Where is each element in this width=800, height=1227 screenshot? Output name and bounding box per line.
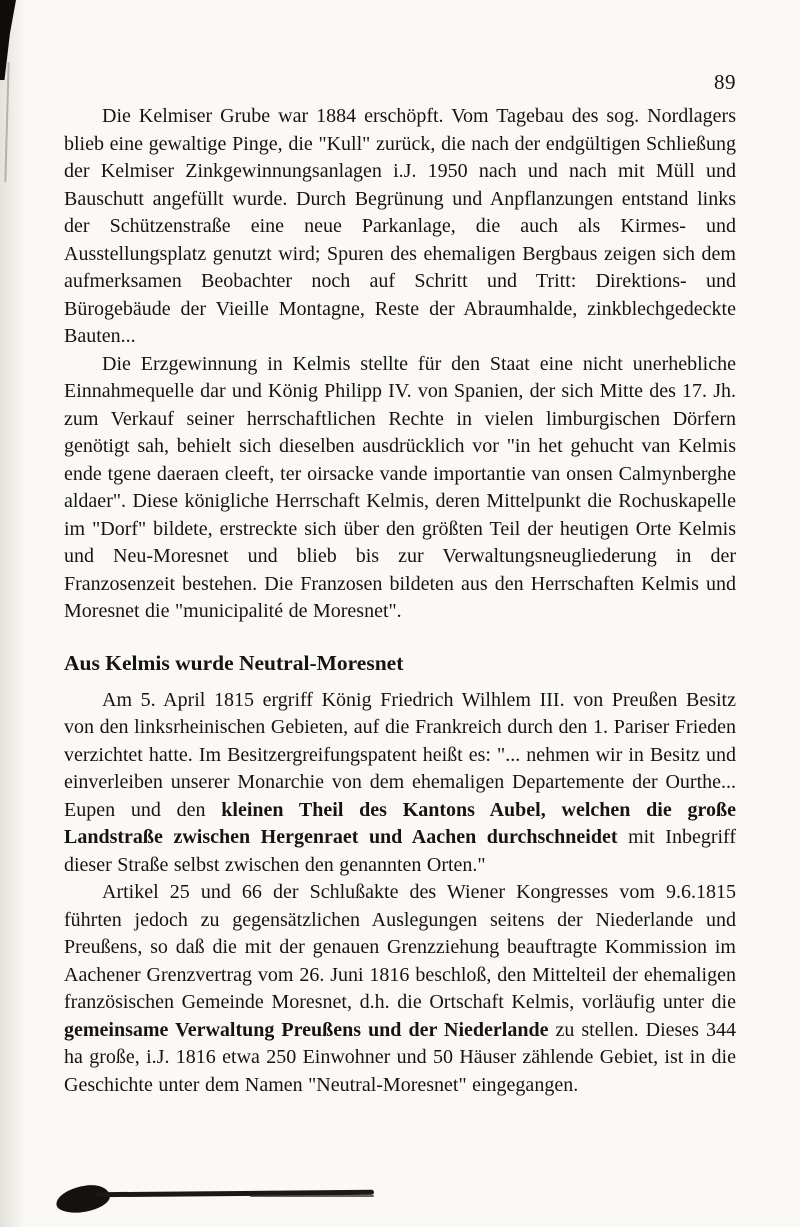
paragraph-3-text-after: mit Inbegriff dieser Straße selbst zwischen den genannten Orten.": [64, 826, 736, 876]
paragraph-2-text: Die Erzgewinnung in Kelmis stellte für den Staat eine nicht unerhebliche Einnahmequelle dar und König Philipp IV. von Spanien, der sich Mitte des 17. Jh. zum Verkauf seiner herrschaftlichen Rechte in vielen limburgischen Dörfern genötigt sah, behielt sich dieselben ausdrücklich vor "in het gehucht van Kelmis ende tgene daeraen cleeft, ter oirsacke vande importantie van onsen Calmynberghe aldaer". Diese königliche Herrschaft Kelmis, deren Mittelpunkt die Rochuskapelle im "Dorf" bildete, erstreckte sich über den größten Teil der heutigen Orte Kelmis und Neu-Moresnet und blieb bis zur Verwaltungsneugliederung in der Franzosenzeit bestehen. Die Franzosen bildeten aus den Herrschaften Kelmis und Moresnet die "municipalité de Moresnet".: [64, 352, 736, 622]
scan-streak-thin: [250, 1195, 374, 1197]
paragraph-1-text: Die Kelmiser Grube war 1884 erschöpft. Vom Tagebau des sog. Nordlagers blieb eine gewaltige Pinge, die "Kull" zurück, die nach der endgültigen Schließung der Kelmiser Zinkgewinnungsanlagen i.J. 1950 nach und nach mit Müll und Bauschutt angefüllt wurde. Durch Begrünung und Anpflanzungen entstand links der Schützenstraße eine neue Parkanlage, die auch als Kirmes- und Ausstellungsplatz genutzt wird; Spuren des ehemaligen Bergbaus zeigen sich dem aufmerksamen Beobachter noch auf Schritt und Tritt: Direktions- und Bürogebäude der Vieille Montagne, Reste der Abraumhalde, zinkblechgedeckte Bauten...: [64, 105, 736, 347]
page-number: 89: [714, 70, 736, 94]
scan-edge-line: [4, 62, 9, 182]
binding-edge-shadow: [0, 0, 26, 1227]
paragraph-4-text-before: Artikel 25 und 66 der Schlußakte des Wiener Kongresses vom 9.6.1815 führten jedoch zu gegensätzlichen Auslegungen seitens der Niederlande und Preußens, so daß die mit der genauen Grenzziehung beauftragte Kommission im Aachener Grenzvertrag vom 26. Juni 1816 beschloß, den Mittelteil der ehemaligen französischen Gemeinde Moresnet, d.h. die Ortschaft Kelmis, vorläufig unter die: [64, 881, 736, 1013]
section-heading: Aus Kelmis wurde Neutral-Moresnet: [64, 650, 404, 675]
paragraph-4-text-after: zu stellen. Dieses 344 ha große, i.J. 1816 etwa 250 Einwohner und 50 Häuser zählende Gebiet, ist in die Geschichte unter dem Namen "Neutral-Moresnet" eingegangen.: [64, 1018, 736, 1096]
paragraph-3: [64, 687, 736, 880]
paragraph-2: [64, 351, 736, 626]
paragraph-4: [64, 879, 736, 1099]
paragraph-3-text-before: Am 5. April 1815 ergriff König Friedrich Wilhlem III. von Preußen Besitz von den linksrheinischen Gebieten, auf die Frankreich durch den 1. Pariser Frieden verzichtet hatte. Im Besitzergreifungspatent heißt es: "... nehmen wir in Besitz und einverleiben unserer Monarchie von dem ehemaligen Departemente der Ourthe... Eupen und den: [64, 688, 736, 821]
paragraph-4-bold-phrase: gemeinsame Verwaltung Preußens und der Niederlande: [64, 1018, 549, 1041]
paragraph-1: [64, 103, 736, 351]
scan-smudge: [55, 1183, 112, 1215]
paragraph-3-bold-phrase: kleinen Theil des Kantons Aubel, welchen die große Landstraße zwischen Hergenraet und Aachen durchschneidet: [64, 798, 736, 848]
text-block: [64, 103, 736, 1099]
